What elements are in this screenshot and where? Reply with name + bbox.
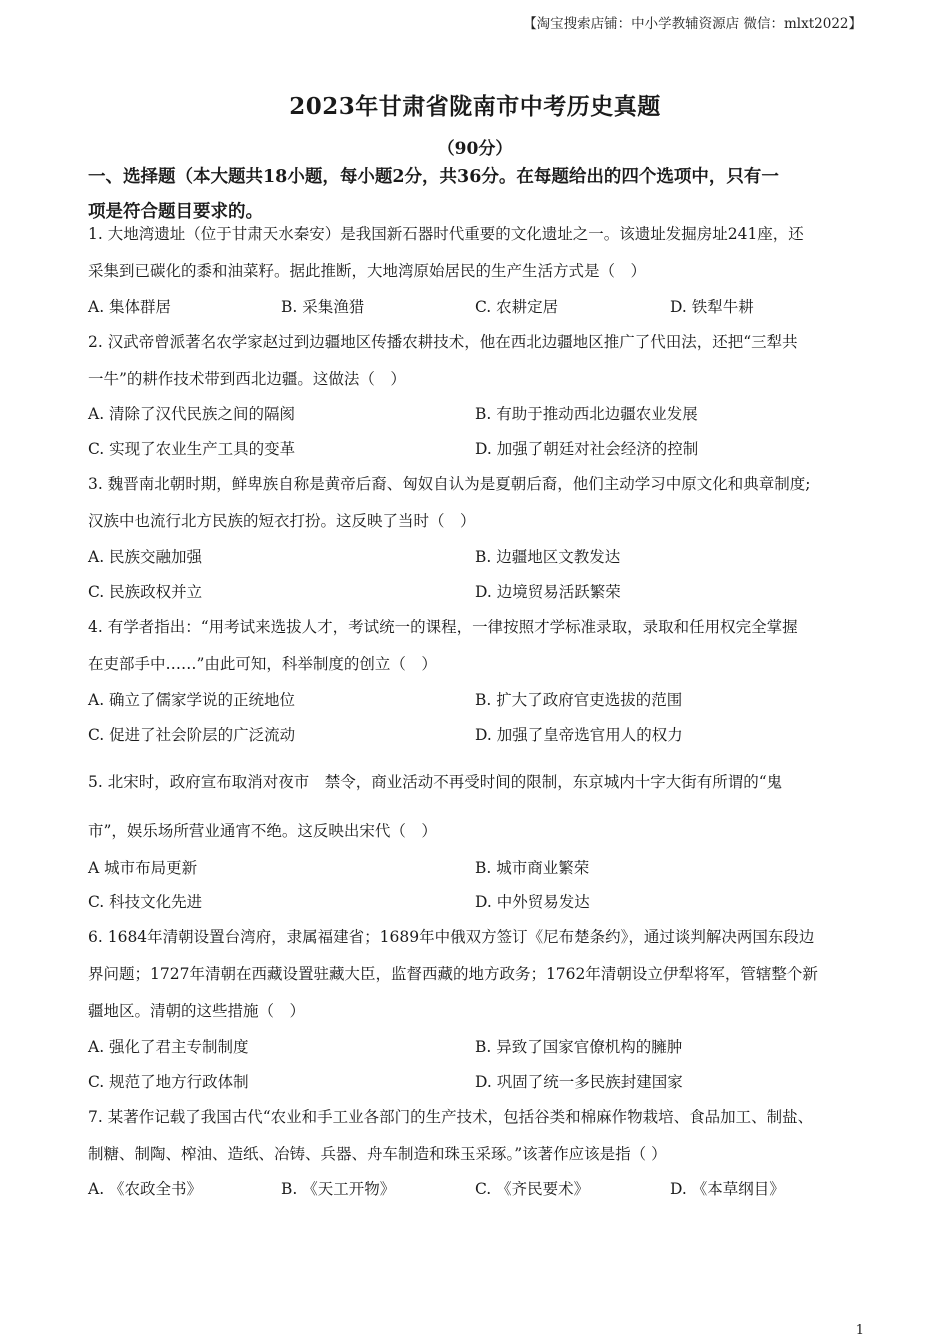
option-b[interactable]: B. 异致了国家官僚机构的臃肿 (475, 1038, 683, 1056)
option-d[interactable]: D. 中外贸易发达 (475, 893, 590, 911)
question-text-line: 3. 魏晋南北朝时期，鲜卑族自称是黄帝后裔、匈奴自认为是夏朝后裔，他们主动学习中原文化和典章制度; (88, 475, 811, 493)
option-c[interactable]: C. 促进了社会阶层的广泛流动 (88, 726, 296, 744)
option-a[interactable]: A. 集体群居 (88, 298, 172, 316)
option-b[interactable]: B. 城市商业繁荣 (475, 859, 590, 877)
option-b[interactable]: B. 边疆地区文教发达 (475, 548, 621, 566)
option-d[interactable]: D. 铁犁牛耕 (670, 298, 754, 316)
question-text-line: 汉族中也流行北方民族的短衣打扮。这反映了当时（ ） (88, 512, 476, 530)
question-text-line: 7. 某著作记载了我国古代“农业和手工业各部门的生产技术，包括谷类和棉麻作物栽培、食品加工、制盐、 (88, 1108, 814, 1126)
option-d[interactable]: D. 加强了朝廷对社会经济的控制 (475, 440, 699, 458)
option-c[interactable]: C. 科技文化先进 (88, 893, 203, 911)
option-b[interactable]: B. 采集渔猎 (281, 298, 365, 316)
option-c[interactable]: C. 农耕定居 (475, 298, 559, 316)
page-number: 1 (855, 1323, 864, 1338)
option-d[interactable]: D. 巩固了统一多民族封建国家 (475, 1073, 683, 1091)
option-a[interactable]: A. 确立了儒家学说的正统地位 (88, 691, 296, 709)
option-d[interactable]: D. 《本草纲目》 (670, 1180, 785, 1198)
option-c[interactable]: C. 规范了地方行政体制 (88, 1073, 249, 1091)
question-text-line: 5. 北宋时，政府宣布取消对夜市 禁令，商业活动不再受时间的限制，东京城内十字大街有所谓的“鬼 (88, 773, 783, 791)
option-b[interactable]: B. 扩大了政府官吏选拔的范围 (475, 691, 683, 709)
option-b[interactable]: B. 有助于推动西北边疆农业发展 (475, 405, 698, 423)
option-a[interactable]: A 城市布局更新 (88, 859, 198, 877)
question-text-line: 采集到已碳化的黍和油菜籽。据此推断，大地湾原始居民的生产生活方式是（ ） (88, 262, 647, 280)
question-text-line: 在吏部手中……”由此可知，科举制度的创立（ ） (88, 655, 437, 673)
option-d[interactable]: D. 加强了皇帝选官用人的权力 (475, 726, 683, 744)
option-a[interactable]: A. 民族交融加强 (88, 548, 203, 566)
question-text-line: 疆地区。清朝的这些措施（ ） (88, 1002, 306, 1020)
option-d[interactable]: D. 边境贸易活跃繁荣 (475, 583, 621, 601)
question-text-line: 制糖、制陶、榨油、造纸、冶铸、兵器、舟车制造和珠玉采琢。”该著作应该是指（ ） (88, 1145, 667, 1163)
option-a[interactable]: A. 强化了君主专制制度 (88, 1038, 249, 1056)
question-text-line: 1. 大地湾遗址（位于甘肃天水秦安）是我国新石器时代重要的文化遗址之一。该遗址发掘房址241座，还 (88, 225, 804, 243)
question-text-line: 2. 汉武帝曾派著名农学家赵过到边疆地区传播农耕技术，他在西北边疆地区推广了代田法，还把“三犁共 (88, 333, 798, 351)
option-b[interactable]: B. 《天工开物》 (281, 1180, 396, 1198)
option-c[interactable]: C. 实现了农业生产工具的变革 (88, 440, 296, 458)
option-c[interactable]: C. 民族政权并立 (88, 583, 203, 601)
question-text-line: 界问题；1727年清朝在西藏设置驻藏大臣，监督西藏的地方政务；1762年清朝设立伊犁将军，管辖整个新 (88, 965, 818, 983)
option-a[interactable]: A. 清除了汉代民族之间的隔阂 (88, 405, 296, 423)
section-heading-line: 项是符合题目要求的。 (88, 202, 263, 222)
question-text-line: 市”，娱乐场所营业通宵不绝。这反映出宋代（ ） (88, 822, 437, 840)
total-score: （90分） (437, 139, 513, 159)
page-title: 2023年甘肃省陇南市中考历史真题 (289, 93, 661, 120)
question-text-line: 6. 1684年清朝设置台湾府，隶属福建省；1689年中俄双方签订《尼布楚条约》，通过谈判解决两国东段边 (88, 928, 815, 946)
header-note: 【淘宝搜索店铺：中小学教辅资源店 微信：mlxt2022】 (523, 16, 862, 32)
question-text-line: 4. 有学者指出：“用考试来选拔人才，考试统一的课程，一律按照才学标准录取，录取和任用权完全掌握 (88, 618, 798, 636)
option-c[interactable]: C. 《齐民要术》 (475, 1180, 590, 1198)
option-a[interactable]: A. 《农政全书》 (88, 1180, 203, 1198)
section-heading-line: 一、选择题（本大题共18小题，每小题2分，共36分。在每题给出的四个选项中，只有一 (88, 167, 779, 187)
question-text-line: 一牛”的耕作技术带到西北边疆。这做法（ ） (88, 370, 406, 388)
